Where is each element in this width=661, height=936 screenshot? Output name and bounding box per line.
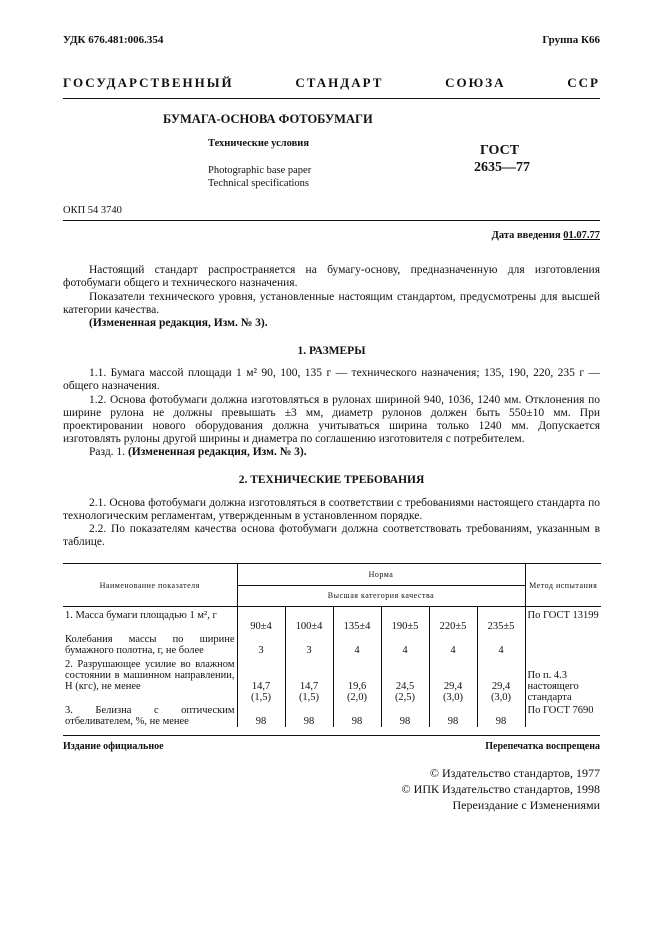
row-2-value: 4 [429, 632, 477, 656]
document-subtitle-en: Technical specifications [208, 178, 310, 189]
row-3-value [381, 656, 429, 703]
okp-code: ОКП 54 3740 [63, 205, 122, 216]
table-row [63, 703, 601, 727]
row-3-value-main: 19,6 [347, 681, 367, 692]
document-title-en: Photographic base paper [208, 165, 312, 176]
udk-code: УДК 676.481:006.354 [63, 34, 164, 46]
row-4-method: По ГОСТ 7690 [525, 703, 601, 727]
section-1-paragraph-2: 1.2. Основа фотобумаги должна изготовляться в рулонах шириной 940, 1036, 1240 мм. Отклонения по ширине рулона не должны превышать ±3 мм, диаметр рулонов должен быть 550±10 мм. При проектировании нового оборудования должна учитываться ширина только 1240 мм. Допускается изготовлять рулоны другой ширины и диаметра по соглашению изготовителя с потребителем. [63, 394, 600, 445]
row-1-value: 235±5 [477, 607, 525, 633]
row-1-value: 220±5 [429, 607, 477, 633]
row-3-value-sub: (1,5) [250, 692, 272, 703]
section-1-amendment [63, 446, 600, 459]
row-2-name: Колебания массы по ширине бумажного полотна, г, не более [65, 634, 235, 656]
intro-amendment: (Измененная редакция, Изм. № 3). [89, 317, 268, 329]
row-3-value [333, 656, 381, 703]
header-test-method: Метод испытания [525, 564, 601, 607]
gost-label: ГОСТ [480, 143, 520, 158]
row-3-value-main: 14,7 [299, 681, 319, 692]
row-2-value: 3 [285, 632, 333, 656]
header-norm: Норма [237, 564, 525, 586]
row-3-value-main: 14,7 [251, 681, 271, 692]
row-4-value: 98 [285, 703, 333, 727]
group-code: Группа К66 [542, 34, 600, 46]
document-title-ru: БУМАГА-ОСНОВА ФОТОБУМАГИ [163, 112, 373, 126]
section-2-paragraph-2: 2.2. По показателям качества основа фотобумаги должна соответствовать требованиям, указанным в таблице. [63, 523, 600, 548]
section-1-amendment-text: (Измененная редакция, Изм. № 3). [127, 446, 307, 458]
row-1-value: 90±4 [237, 607, 285, 633]
row-4-name: 3. Белизна с оптическим отбеливателем, %, не менее [65, 705, 235, 727]
row-4-value: 98 [477, 703, 525, 727]
header-divider [63, 98, 600, 99]
row-3-value-main: 24,5 [395, 681, 415, 692]
gost-number: 2635—77 [474, 160, 530, 175]
row-1-method: По ГОСТ 13199 [525, 607, 601, 633]
table-row [63, 632, 601, 656]
row-3-method: По п. 4.3 настоящего стандарта [525, 656, 601, 703]
row-1-name: 1. Масса бумаги площадью 1 м², г [65, 610, 217, 621]
row-3-value [477, 656, 525, 703]
official-edition: Издание официальное [63, 741, 164, 752]
row-2-value: 4 [381, 632, 429, 656]
row-2-value: 4 [333, 632, 381, 656]
row-3-value-sub: (3,0) [442, 692, 464, 703]
row-3-value-sub: (2,5) [394, 692, 416, 703]
row-3-value [429, 656, 477, 703]
section-1-amendment-prefix: Разд. 1. [89, 446, 126, 458]
row-4-value: 98 [429, 703, 477, 727]
quality-requirements-table [63, 563, 601, 727]
row-1-value: 135±4 [333, 607, 381, 633]
table-bottom-rule [63, 735, 600, 736]
intro-paragraph-1: Настоящий стандарт распространяется на бумагу-основу, предназначенную для изготовления фотобумаги общего и технического назначения. [63, 264, 600, 289]
row-3-value-sub: (2,0) [346, 692, 368, 703]
intro-paragraph-2: Показатели технического уровня, установленные настоящим стандартом, предусмотрены для высшей категории качества. [63, 291, 600, 316]
header-indicator-name: Наименование показателя [63, 564, 237, 607]
document-subtitle-ru: Технические условия [208, 138, 310, 149]
section-1-title: 1. РАЗМЕРЫ [297, 345, 366, 357]
header-quality-category: Высшая категория качества [237, 585, 525, 607]
row-3-value-sub: (1,5) [298, 692, 320, 703]
row-1-value: 190±5 [381, 607, 429, 633]
row-2-method [525, 632, 601, 656]
row-2-value: 4 [477, 632, 525, 656]
section-1-paragraph-1: 1.1. Бумага массой площади 1 м² 90, 100, 135 г — технического назначения; 135, 190, 220, 235 г — общего назначения. [63, 367, 600, 392]
row-4-value: 98 [237, 703, 285, 727]
row-3-value [285, 656, 333, 703]
row-3-value-main: 29,4 [491, 681, 511, 692]
copyright-1998: © ИПК Издательство стандартов, 1998 [401, 782, 600, 796]
row-3-value-sub: (3,0) [490, 692, 512, 703]
row-3-name: 2. Разрушающее усилие во влажном состоянии в машинном направлении, Н (кгс), не менее [65, 659, 235, 692]
table-row [63, 607, 601, 633]
reissue-note: Переиздание с Изменениями [452, 798, 600, 812]
section-2-paragraph-1: 2.1. Основа фотобумаги должна изготовляться в соответствии с требованиями настоящего стандарта по технологическим регламентам, утвержденным в установленном порядке. [63, 497, 600, 522]
row-4-value: 98 [333, 703, 381, 727]
row-1-value: 100±4 [285, 607, 333, 633]
intro-date-value: 01.07.77 [563, 230, 600, 241]
table-row [63, 656, 601, 703]
intro-date [492, 230, 600, 241]
row-3-value-main: 29,4 [443, 681, 463, 692]
section-2-title: 2. ТЕХНИЧЕСКИЕ ТРЕБОВАНИЯ [238, 474, 425, 486]
row-4-value: 98 [381, 703, 429, 727]
state-standard-heading: ГОСУДАРСТВЕННЫЙ СТАНДАРТ СОЮЗА ССР [63, 75, 600, 90]
intro-date-label: Дата введения [491, 230, 561, 241]
row-2-value: 3 [237, 632, 285, 656]
okp-divider [63, 220, 600, 221]
row-3-value [237, 656, 285, 703]
reprint-prohibited: Перепечатка воспрещена [485, 741, 600, 752]
copyright-1977: © Издательство стандартов, 1977 [429, 766, 600, 780]
